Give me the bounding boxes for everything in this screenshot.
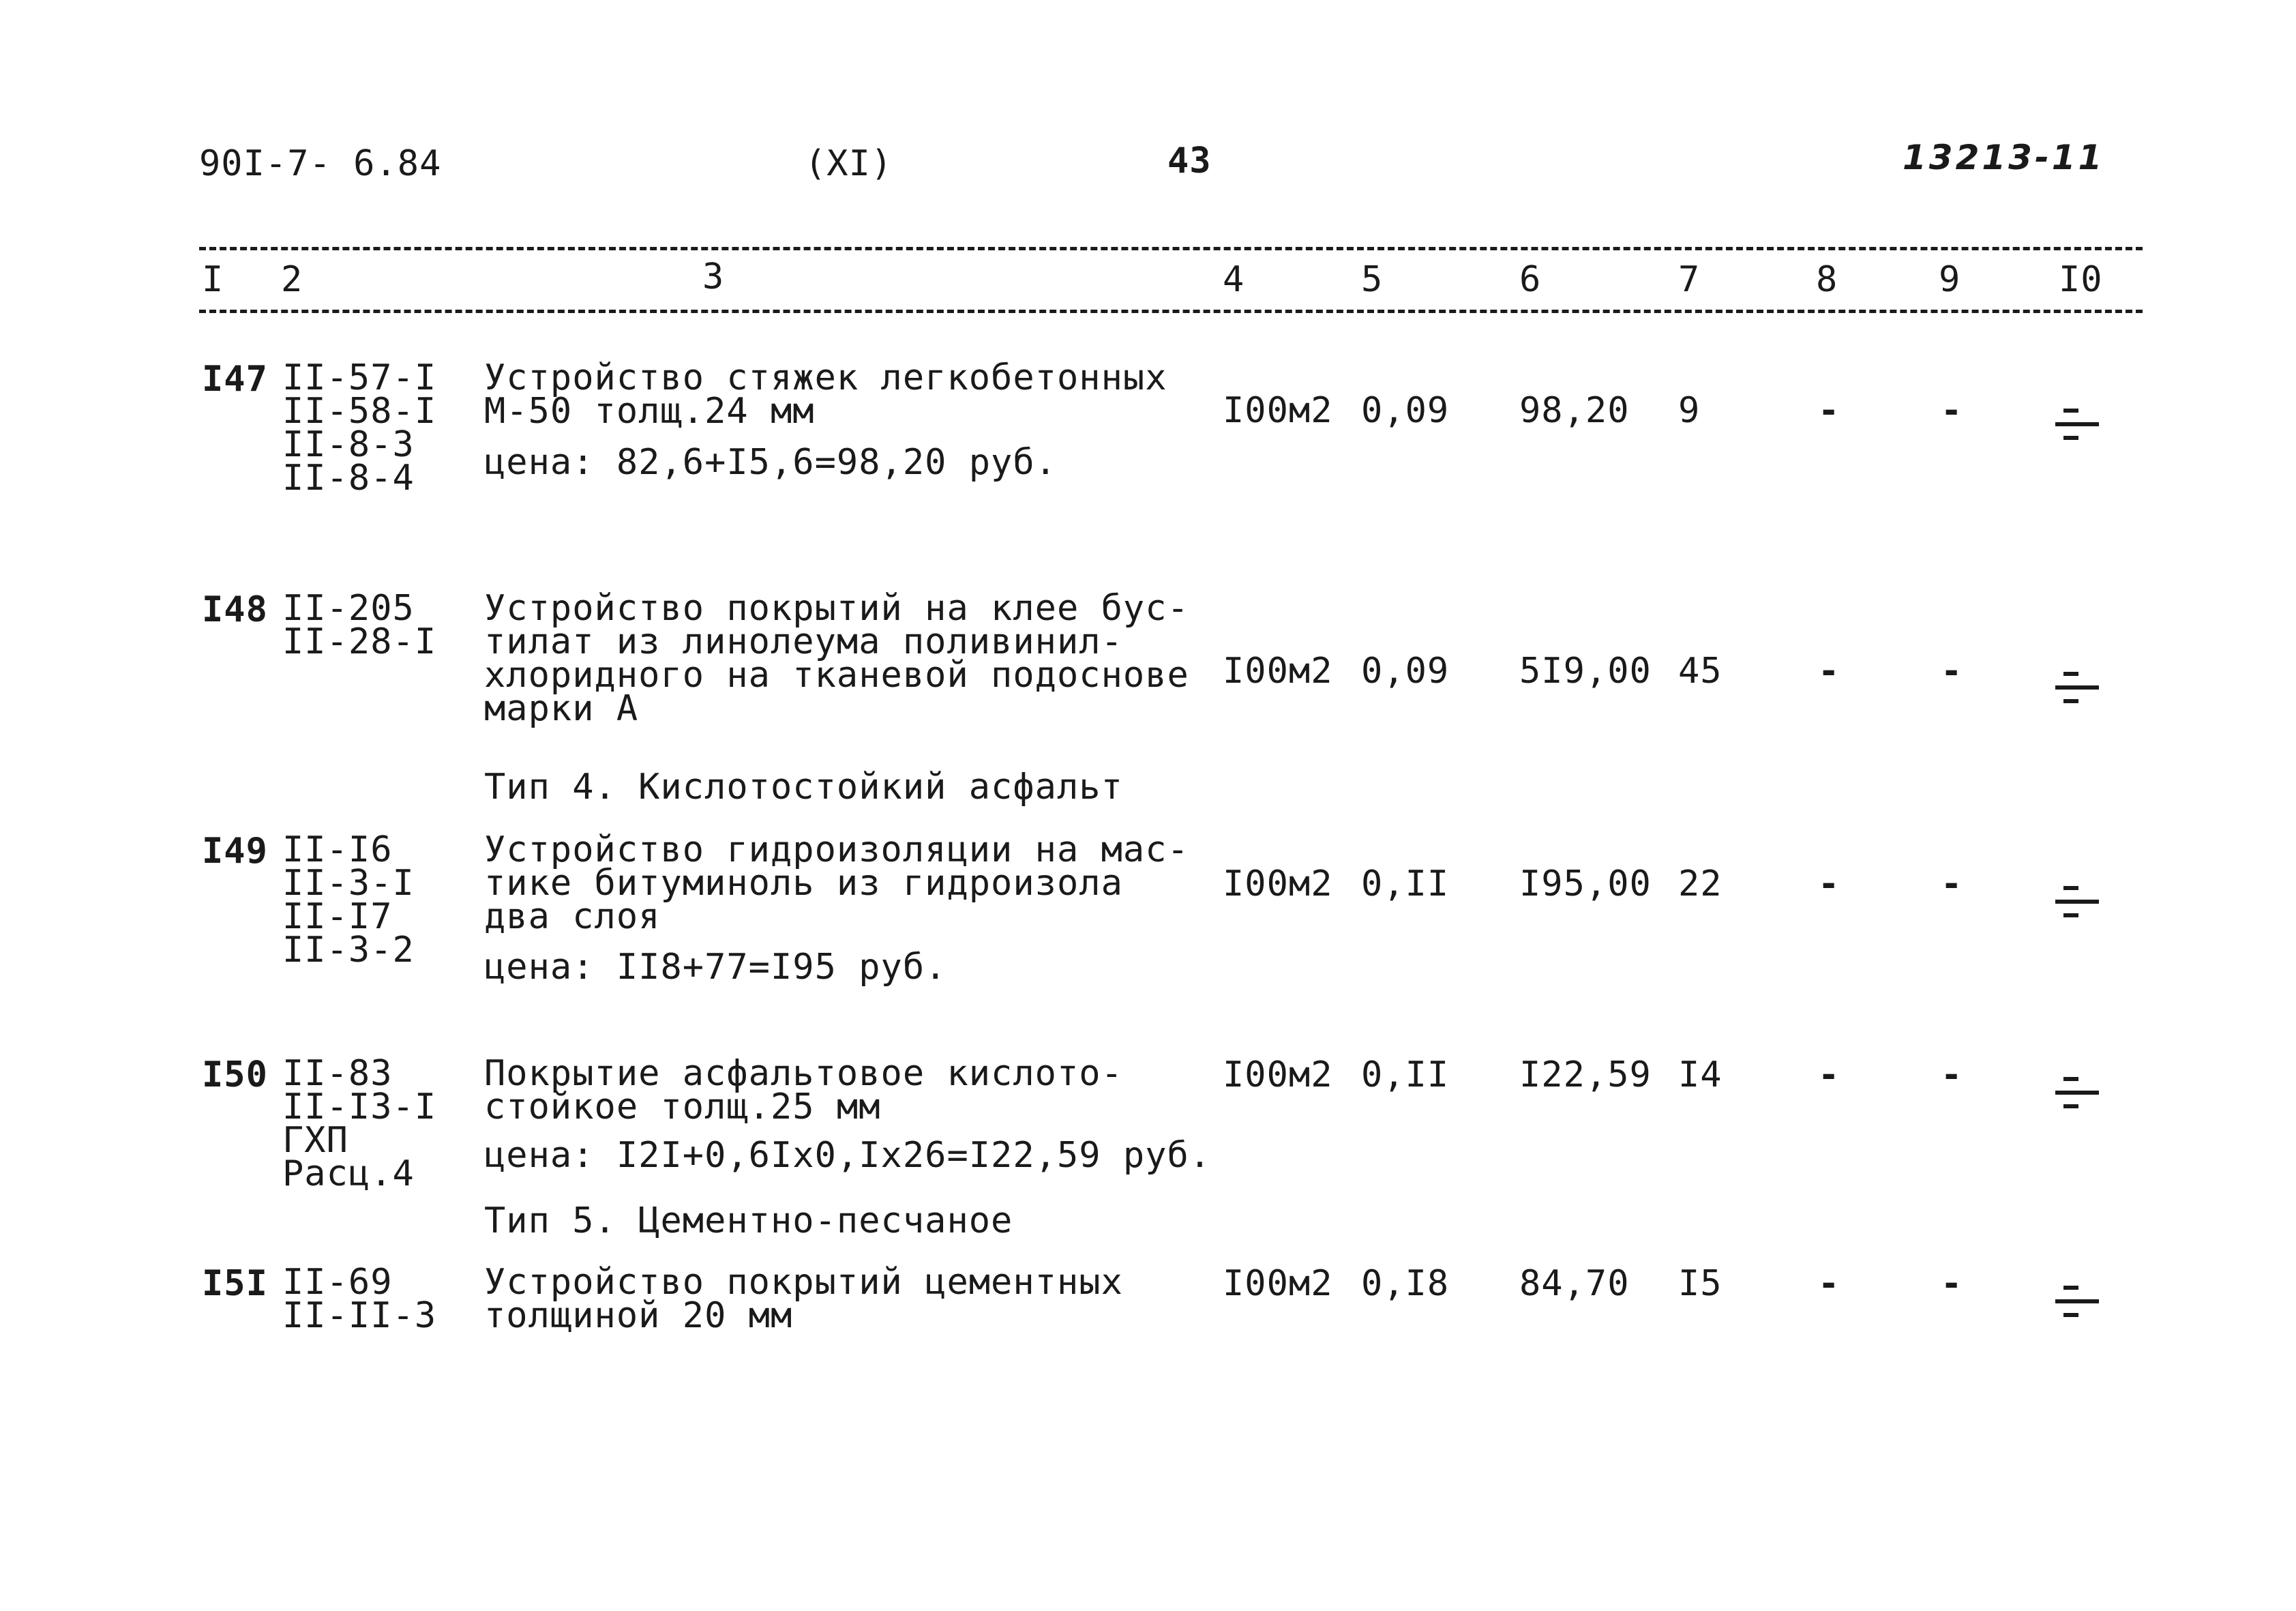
col-header-10: I0: [2059, 259, 2103, 300]
col-9-value: -: [1941, 651, 1963, 692]
work-description: Покрытие асфальтовое кислото- стойкое толщ.25 мм: [484, 1053, 1123, 1127]
total-cost: 45: [1678, 651, 1723, 692]
work-description: Устройство покрытий цементных толщиной 20 мм: [484, 1262, 1123, 1336]
section-subheading: Тип 5. Цементно-песчаное: [484, 1200, 1013, 1241]
col-header-1: I: [202, 259, 224, 300]
col-8-value: -: [1818, 1263, 1840, 1304]
quantity: 0,I8: [1361, 1263, 1450, 1304]
row-number: I48: [202, 589, 268, 630]
unit: I00м2: [1223, 1054, 1333, 1095]
row-number: I5I: [202, 1263, 268, 1304]
col-9-value: -: [1941, 1263, 1963, 1304]
col-header-5: 5: [1361, 259, 1384, 300]
norm-codes: II-83 II-I3-I ГХП Расц.4: [282, 1053, 437, 1194]
unit-price: 98,20: [1519, 390, 1630, 431]
ditto-mark-icon: [2054, 1074, 2102, 1114]
norm-codes: II-69 II-II-3: [282, 1262, 437, 1336]
unit: I00м2: [1223, 651, 1333, 692]
col-8-value: -: [1818, 1054, 1840, 1095]
ditto-mark-icon: [2054, 405, 2102, 446]
row-number: I49: [202, 831, 268, 872]
unit-price: 84,70: [1519, 1263, 1630, 1304]
total-cost: I4: [1678, 1054, 1723, 1095]
quantity: 0,II: [1361, 863, 1450, 904]
col-header-3: 3: [702, 256, 725, 297]
col-header-6: 6: [1519, 259, 1542, 300]
col-9-value: -: [1941, 863, 1963, 904]
work-description: Устройство гидроизоляции на мас- тике битуминоль из гидроизола два слоя: [484, 829, 1189, 937]
section-subheading: Тип 4. Кислотостойкий асфальт: [484, 767, 1123, 808]
col-8-value: -: [1818, 390, 1840, 431]
quantity: 0,09: [1361, 390, 1450, 431]
col-header-7: 7: [1678, 259, 1701, 300]
col-8-value: -: [1818, 863, 1840, 904]
total-cost: 22: [1678, 863, 1723, 904]
page-number: 43: [1167, 141, 1212, 181]
norm-codes: II-57-I II-58-I II-8-3 II-8-4: [282, 357, 437, 499]
price-calculation: цена: 82,6+I5,6=98,20 руб.: [484, 442, 1057, 483]
price-calculation: цена: II8+77=I95 руб.: [484, 947, 947, 988]
unit: I00м2: [1223, 390, 1333, 431]
col-header-2: 2: [281, 259, 303, 300]
document-code: 90I-7- 6.84: [199, 143, 442, 184]
ditto-mark-icon: [2054, 668, 2102, 709]
price-calculation: цена: I2I+0,6Iх0,Iх26=I22,59 руб.: [484, 1135, 1212, 1176]
total-cost: I5: [1678, 1263, 1723, 1304]
col-9-value: -: [1941, 1054, 1963, 1095]
ditto-mark-icon: [2054, 883, 2102, 923]
unit: I00м2: [1223, 1263, 1333, 1304]
total-cost: 9: [1678, 390, 1701, 431]
col-8-value: -: [1818, 651, 1840, 692]
unit-price: I95,00: [1519, 863, 1652, 904]
col-header-8: 8: [1816, 259, 1838, 300]
row-number: I50: [202, 1054, 268, 1095]
quantity: 0,09: [1361, 651, 1450, 692]
norm-codes: II-I6 II-3-I II-I7 II-3-2: [282, 829, 415, 971]
header-rule: [199, 310, 2143, 313]
row-number: I47: [202, 359, 268, 400]
quantity: 0,II: [1361, 1054, 1450, 1095]
unit-price: I22,59: [1519, 1054, 1652, 1095]
work-description: Устройство стяжек легкобетонных М-50 толщ.24 мм: [484, 357, 1167, 432]
inventory-stamp: 13213-11: [1903, 138, 2105, 177]
ditto-mark-icon: [2054, 1282, 2102, 1323]
col-header-4: 4: [1223, 259, 1245, 300]
unit-price: 5I9,00: [1519, 651, 1652, 692]
section-label: (XI): [805, 143, 893, 184]
norm-codes: II-205 II-28-I: [282, 588, 437, 662]
col-header-9: 9: [1939, 259, 1961, 300]
work-description: Устройство покрытий на клее бус- тилат из линолеума поливинил- хлоридного на тканевой подоснове марки А: [484, 588, 1189, 729]
unit: I00м2: [1223, 863, 1333, 904]
col-9-value: -: [1941, 390, 1963, 431]
top-rule: [199, 247, 2143, 250]
